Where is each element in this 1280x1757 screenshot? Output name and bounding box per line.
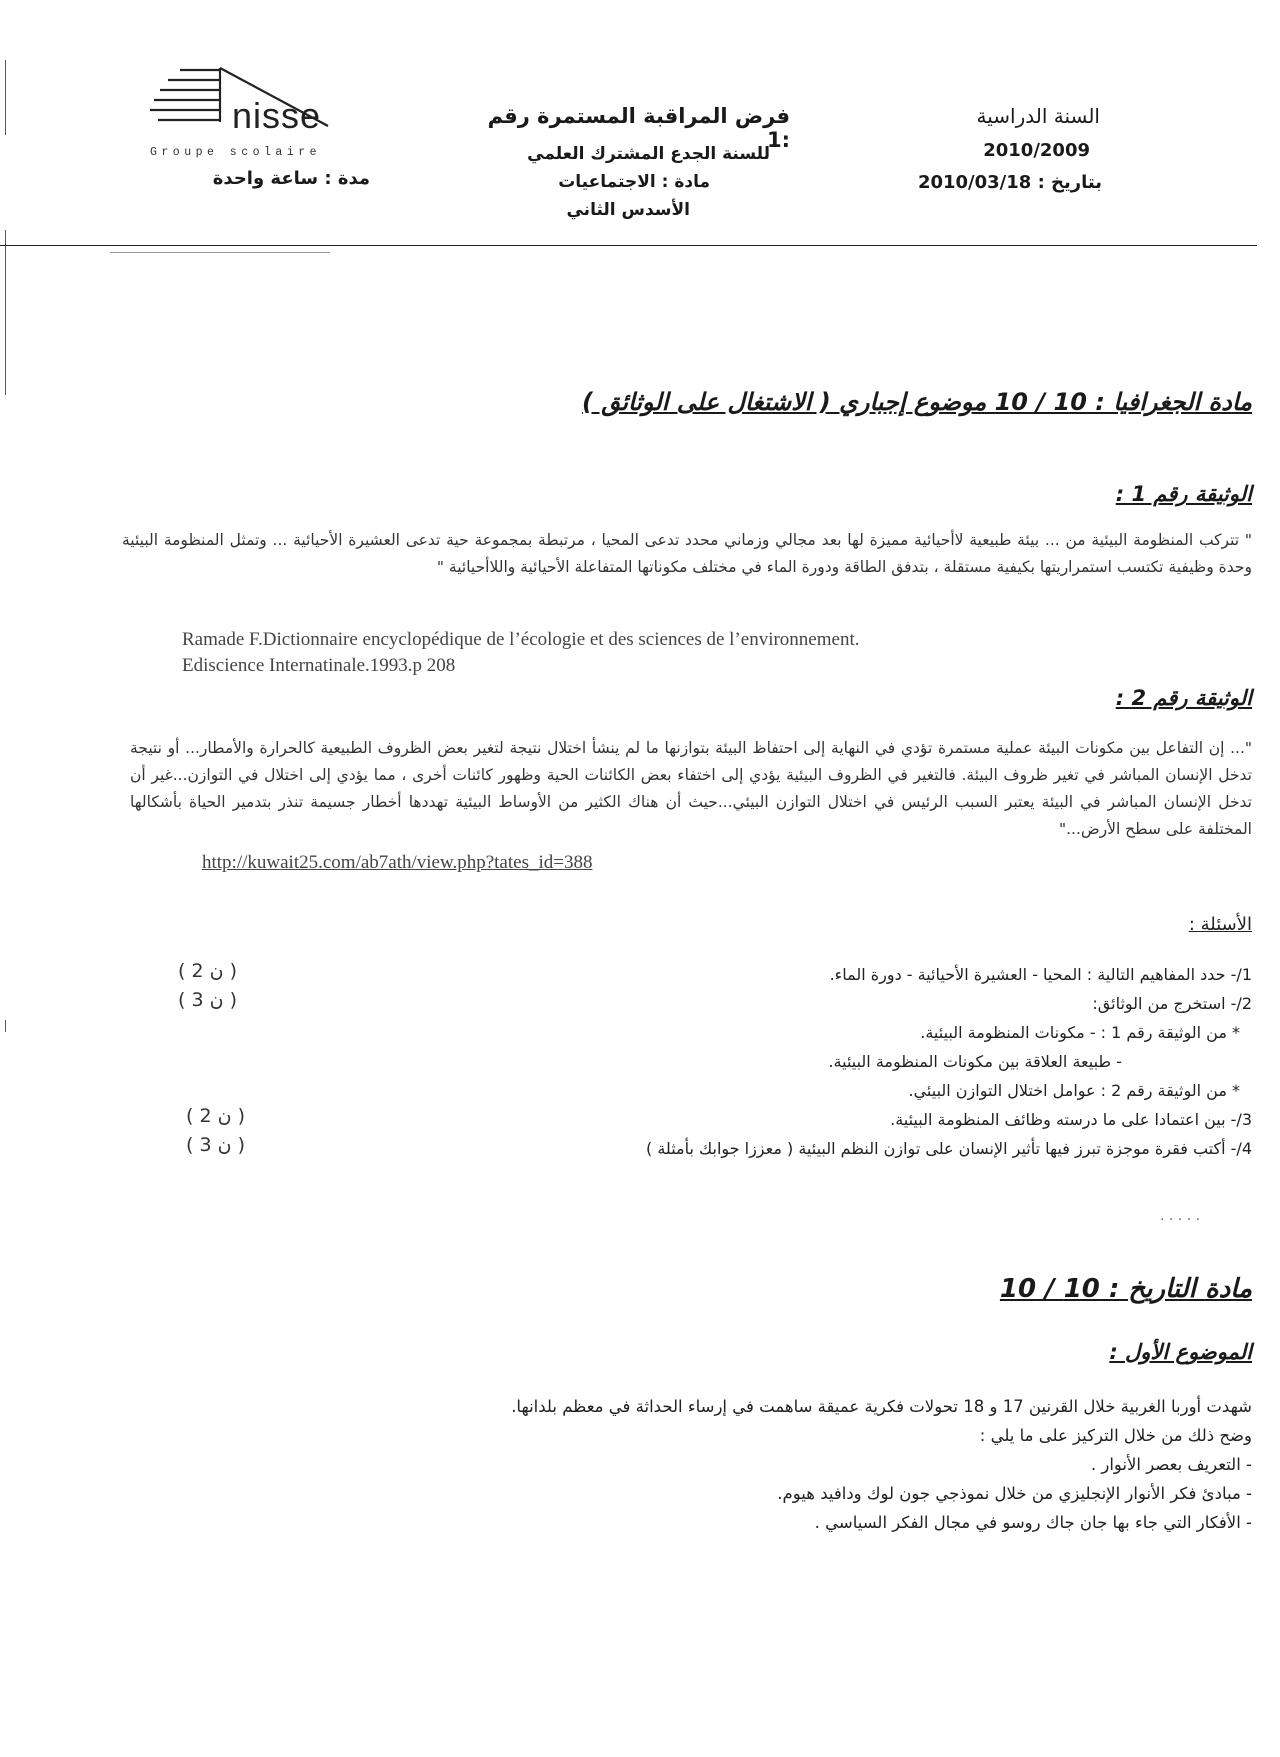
doc2-title: الوثيقة رقم 2 : [1115, 686, 1252, 710]
history-line: - الأفكار التي جاء بها جان جاك روسو في مجال الفكر السياسي . [814, 1513, 1252, 1532]
exam-title: فرض المراقبة المستمرة رقم :1 [487, 104, 790, 152]
exam-semester: الأسدس الثاني [566, 200, 690, 220]
question-row [160, 1134, 1252, 1163]
logo-name: nisse [232, 95, 322, 136]
question-row [160, 1076, 1252, 1105]
exam-duration: مدة : ساعة واحدة [212, 168, 370, 189]
history-body [300, 1392, 1252, 1537]
history-line: شهدت أوربا الغربية خلال القرنين 17 و 18 تحولات فكرية عميقة ساهمت في إرساء الحداثة في معظم بلدانها. [511, 1397, 1252, 1416]
exam-subject: مادة : الاجتماعيات [558, 172, 710, 192]
header-divider [0, 245, 1257, 246]
exam-date: بتاريخ : 2010/03/18 [917, 172, 1102, 193]
scan-mark-left-low [5, 1020, 6, 1032]
question-mark: ( ن 3 ) [186, 1134, 245, 1156]
question-text: 4/- أكتب فقرة موجزة تبرز فيها تأثير الإنسان على توازن النظم البيئية ( معززا جوابك بأمثلة ) [645, 1139, 1252, 1158]
question-text: * من الوثيقة رقم 2 : عوامل اختلال التوازن البيئي. [908, 1081, 1240, 1100]
doc1-source-line2: Ediscience Internatinale.1993.p 208 [182, 655, 456, 676]
history-title: مادة التاريخ : 10 / 10 [999, 1274, 1252, 1304]
question-row [160, 989, 1252, 1018]
history-subject-title: الموضوع الأول : [1109, 1340, 1252, 1364]
question-row [160, 1047, 1252, 1076]
school-year-label: السنة الدراسية [976, 104, 1100, 128]
question-text: - طبيعة العلاقة بين مكونات المنظومة البيئية. [828, 1052, 1122, 1071]
question-mark: ( ن 2 ) [186, 1105, 245, 1127]
history-line: وضح ذلك من خلال التركيز على ما يلي : [979, 1426, 1252, 1445]
scan-mark-left-top [5, 60, 6, 135]
geography-title: مادة الجغرافيا : 10 / 10 موضوع إجباري ( الاشتغال على الوثائق ) [582, 388, 1252, 416]
question-text: 3/- بين اعتمادا على ما درسته وظائف المنظومة البيئية. [890, 1110, 1252, 1129]
question-text: 1/- حدد المفاهيم التالية : المحيا - العشيرة الأحيائية - دورة الماء. [829, 965, 1252, 984]
question-mark: ( ن 2 ) [178, 960, 237, 982]
exam-grade: للسنة الجدع المشترك العلمي [527, 144, 770, 164]
doc1-text: " تتركب المنظومة البيئية من ... بيئة طبيعية لاأحيائية مميزة لها بعد مجالي وزماني محدد تدعى المحيا ، مرتبطة بمجموعة حية تدعى العشيرة الأحيائية ... وتمثل المنظومة البيئية وحدة وظيفية تكتسب استمراريتها بكيفية مستقلة ، بتدفق الطاقة ودورة الماء في مختلف مكوناتها المتفاعلة الأحيائية واللاأحيائية " [122, 531, 1252, 576]
doc1-title: الوثيقة رقم 1 : [1115, 482, 1252, 506]
questions-title: الأسئلة : [1188, 914, 1252, 935]
trailing-dots: . . . . . [1160, 1208, 1201, 1224]
school-year: 2010/2009 [983, 140, 1090, 161]
question-row [160, 1018, 1252, 1047]
school-logo [150, 64, 390, 174]
question-row [160, 1105, 1252, 1134]
question-text: 2/- استخرج من الوثائق: [1092, 994, 1252, 1013]
doc2-text: "... إن التفاعل بين مكونات البيئة عملية مستمرة تؤدي في النهاية إلى احتفاظ البيئة بتوازنها ما لم ينشأ اختلال نتيجة لتغير بعض الظروف الطبيعية كالحرارة والأمطار... أو نتيجة تدخل الإنسان المباشر في تغير ظروف البيئة. فالتغير في الظروف البيئية يؤدي إلى اختفاء بعض الكائنات الحية وظهور كائنات أخرى ، مما يؤدي إلى اختلال في التوازن...غير أن تدخل الإنسان المباشر في البيئة يعتبر السبب الرئيس في اختلال التوازن البيئي...حيث أن هناك الكثير من الأوساط البيئية تهددها أخطار جسيمة تنذر بتدمير الحياة بأشكالها المختلفة على سطح الأرض..." [130, 739, 1252, 838]
scan-mark-left-mid [5, 230, 6, 395]
doc2-source-link[interactable]: http://kuwait25.com/ab7ath/view.php?tates_id=388 [202, 852, 593, 873]
doc1-source-line1: Ramade F.Dictionnaire encyclopédique de l’écologie et des sciences de l’environnement. [182, 629, 860, 650]
question-row [160, 960, 1252, 989]
questions-list [160, 960, 1252, 1163]
logo-tagline: Groupe scolaire [150, 146, 322, 159]
history-line: - مبادئ فكر الأنوار الإنجليزي من خلال نموذجي جون لوك ودافيد هيوم. [777, 1484, 1252, 1503]
question-text: * من الوثيقة رقم 1 : - مكونات المنظومة البيئية. [920, 1023, 1240, 1042]
history-line: - التعريف بعصر الأنوار . [1090, 1455, 1252, 1474]
header-divider-shadow [110, 252, 330, 253]
question-mark: ( ن 3 ) [178, 989, 237, 1011]
